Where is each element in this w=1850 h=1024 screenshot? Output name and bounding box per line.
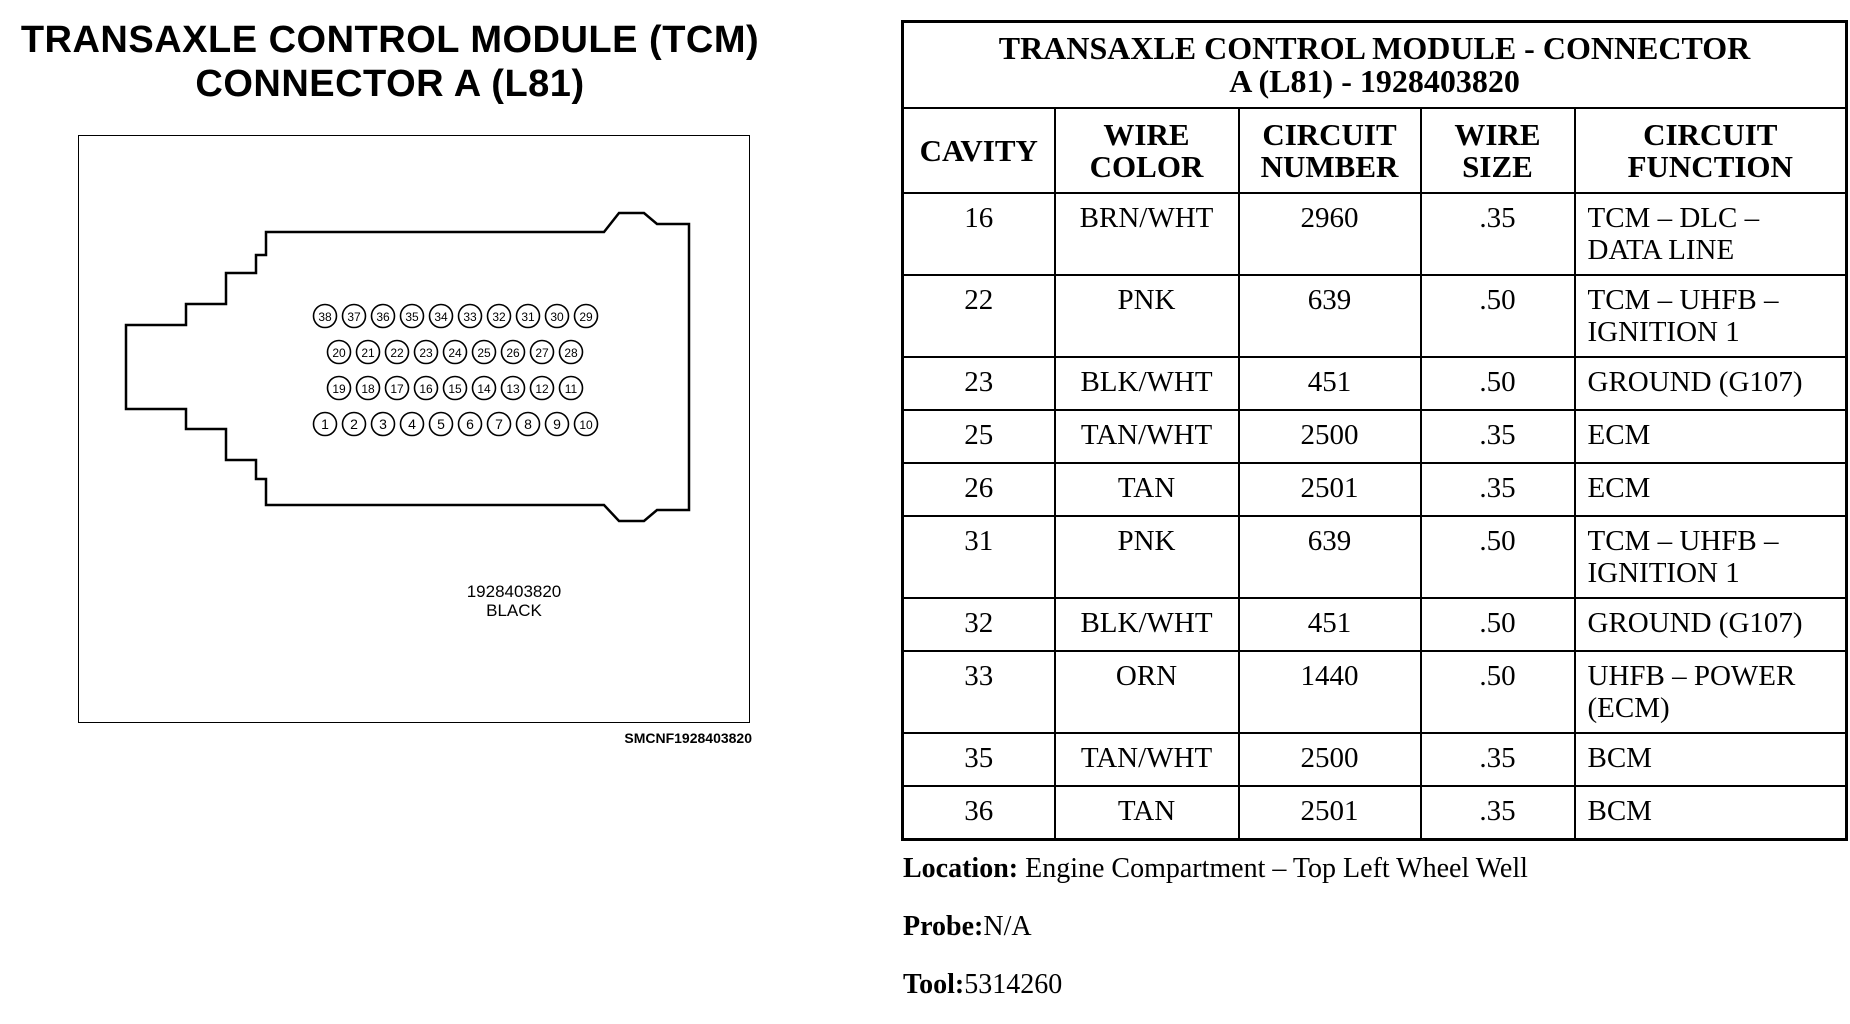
pin-number-10: 10	[579, 418, 593, 432]
header-cavity	[903, 108, 1055, 193]
header-circuit-number	[1239, 108, 1421, 193]
pin-number-22: 22	[390, 346, 404, 360]
table-row	[903, 410, 1847, 463]
header-cavity-label: CAVITY	[919, 132, 1038, 168]
cell-function-line1: TCM – UHFB –	[1587, 525, 1779, 557]
pin-number-18: 18	[361, 382, 375, 396]
cell-function-line1: TCM – UHFB –	[1587, 284, 1779, 316]
cell-circuit-number: 451	[1239, 357, 1421, 410]
tool-value: 5314260	[964, 969, 1063, 1000]
cell-wire-color: BLK/WHT	[1055, 357, 1239, 410]
cell-circuit-number: 639	[1239, 516, 1421, 598]
table-row	[903, 651, 1847, 733]
cell-wire-color: TAN	[1055, 463, 1239, 516]
tool-label: Tool:	[903, 969, 965, 1000]
pin-number-30: 30	[550, 310, 564, 324]
cell-circuit-function	[1575, 275, 1847, 357]
connector-pins	[314, 305, 598, 436]
cell-function-line1: ECM	[1587, 472, 1651, 504]
cell-cavity: 36	[903, 786, 1055, 840]
connector-table	[901, 20, 1848, 841]
cell-wire-color: TAN/WHT	[1055, 410, 1239, 463]
pin-number-25: 25	[477, 346, 491, 360]
table-caption	[903, 22, 1847, 109]
cell-wire-color: BLK/WHT	[1055, 598, 1239, 651]
pin-number-29: 29	[579, 310, 593, 324]
cell-function-line2: IGNITION 1	[1587, 557, 1740, 589]
cell-function-line1: GROUND (G107)	[1587, 607, 1803, 639]
cell-wire-size: .35	[1421, 410, 1575, 463]
location-label: Location:	[903, 853, 1019, 884]
cell-cavity: 22	[903, 275, 1055, 357]
location-value: Engine Compartment – Top Left Wheel Well	[1018, 853, 1528, 884]
cell-wire-color: BRN/WHT	[1055, 193, 1239, 275]
cell-circuit-number: 639	[1239, 275, 1421, 357]
pin-number-33: 33	[463, 310, 477, 324]
cell-wire-color: TAN	[1055, 786, 1239, 840]
cell-wire-color: PNK	[1055, 275, 1239, 357]
table-row	[903, 275, 1847, 357]
cell-circuit-function	[1575, 463, 1847, 516]
cell-circuit-function	[1575, 410, 1847, 463]
cell-wire-size: .50	[1421, 357, 1575, 410]
cell-function-line1: BCM	[1587, 742, 1652, 774]
cell-circuit-function	[1575, 786, 1847, 840]
pin-number-27: 27	[535, 346, 549, 360]
pin-number-5: 5	[437, 416, 445, 432]
diagram-title-line1: TRANSAXLE CONTROL MODULE (TCM)	[20, 19, 760, 61]
connector-diagram-frame	[78, 135, 750, 723]
header-circuit-number-l1: CIRCUIT	[1262, 116, 1397, 152]
table-caption-line2: A (L81) - 1928403820	[1229, 63, 1520, 99]
pin-number-14: 14	[477, 382, 491, 396]
cell-wire-color: TAN/WHT	[1055, 733, 1239, 786]
pin-number-21: 21	[361, 346, 375, 360]
cell-cavity: 25	[903, 410, 1055, 463]
cell-circuit-number: 2500	[1239, 410, 1421, 463]
cell-circuit-function	[1575, 516, 1847, 598]
cell-cavity: 33	[903, 651, 1055, 733]
table-row	[903, 193, 1847, 275]
connector-diagram	[79, 136, 751, 724]
pin-number-7: 7	[495, 416, 503, 432]
cell-circuit-number: 2501	[1239, 463, 1421, 516]
cell-wire-size: .35	[1421, 463, 1575, 516]
cell-circuit-function	[1575, 733, 1847, 786]
location-line	[903, 853, 1528, 885]
cell-circuit-function	[1575, 598, 1847, 651]
cell-wire-size: .50	[1421, 598, 1575, 651]
figure-id: SMCNF1928403820	[624, 730, 752, 746]
cell-circuit-number: 2501	[1239, 786, 1421, 840]
pin-number-36: 36	[376, 310, 390, 324]
header-circuit-function-l1: CIRCUIT	[1643, 116, 1778, 152]
table-row	[903, 786, 1847, 840]
pin-number-34: 34	[434, 310, 448, 324]
pin-number-24: 24	[448, 346, 462, 360]
pin-number-12: 12	[535, 382, 549, 396]
cell-wire-size: .50	[1421, 275, 1575, 357]
cell-circuit-number: 451	[1239, 598, 1421, 651]
cell-function-line2: DATA LINE	[1587, 234, 1735, 266]
pin-number-31: 31	[521, 310, 535, 324]
cell-function-line2: IGNITION 1	[1587, 316, 1740, 348]
header-wire-color	[1055, 108, 1239, 193]
cell-function-line1: UHFB – POWER	[1587, 660, 1796, 692]
cell-circuit-function	[1575, 651, 1847, 733]
pin-number-32: 32	[492, 310, 506, 324]
cell-cavity: 31	[903, 516, 1055, 598]
cell-function-line1: GROUND (G107)	[1587, 366, 1803, 398]
cell-circuit-function	[1575, 193, 1847, 275]
pin-number-19: 19	[332, 382, 346, 396]
pin-number-35: 35	[405, 310, 419, 324]
pin-number-6: 6	[466, 416, 474, 432]
pin-number-3: 3	[379, 416, 387, 432]
pin-number-23: 23	[419, 346, 433, 360]
pin-number-11: 11	[564, 382, 578, 396]
pin-number-4: 4	[408, 416, 416, 432]
connector-color: BLACK	[486, 601, 542, 620]
cell-wire-size: .50	[1421, 516, 1575, 598]
diagram-title-line2: CONNECTOR A (L81)	[195, 63, 585, 105]
pin-number-13: 13	[506, 382, 520, 396]
header-wire-color-l1: WIRE	[1103, 116, 1190, 152]
cell-wire-size: .35	[1421, 733, 1575, 786]
cell-wire-size: .50	[1421, 651, 1575, 733]
header-circuit-number-l2: NUMBER	[1260, 148, 1399, 184]
probe-label: Probe:	[903, 911, 984, 942]
cell-cavity: 16	[903, 193, 1055, 275]
part-label	[409, 582, 619, 620]
tool-line	[903, 969, 1062, 1001]
part-number: 1928403820	[466, 582, 562, 601]
pin-number-1: 1	[321, 416, 329, 432]
cell-cavity: 32	[903, 598, 1055, 651]
pin-number-2: 2	[350, 416, 358, 432]
cell-wire-color: PNK	[1055, 516, 1239, 598]
table-row	[903, 357, 1847, 410]
header-circuit-function	[1575, 108, 1847, 193]
pin-number-26: 26	[506, 346, 520, 360]
pin-number-20: 20	[332, 346, 346, 360]
header-wire-size-l2: SIZE	[1462, 148, 1533, 184]
pin-number-15: 15	[448, 382, 462, 396]
cell-wire-size: .35	[1421, 193, 1575, 275]
cell-cavity: 23	[903, 357, 1055, 410]
table-row	[903, 516, 1847, 598]
table-caption-line1: TRANSAXLE CONTROL MODULE - CONNECTOR	[998, 30, 1751, 66]
cell-cavity: 26	[903, 463, 1055, 516]
cell-wire-color: ORN	[1055, 651, 1239, 733]
cell-function-line1: ECM	[1587, 419, 1651, 451]
table-row	[903, 598, 1847, 651]
probe-line	[903, 911, 1032, 943]
cell-cavity: 35	[903, 733, 1055, 786]
pin-number-28: 28	[564, 346, 578, 360]
cell-circuit-number: 2500	[1239, 733, 1421, 786]
cell-function-line1: TCM – DLC –	[1587, 202, 1760, 234]
table-row	[903, 733, 1847, 786]
pin-number-38: 38	[318, 310, 332, 324]
pin-number-16: 16	[419, 382, 433, 396]
pin-number-17: 17	[390, 382, 404, 396]
table-row	[903, 463, 1847, 516]
pin-number-9: 9	[553, 416, 561, 432]
header-wire-color-l2: COLOR	[1089, 148, 1204, 184]
cell-circuit-number: 2960	[1239, 193, 1421, 275]
probe-value: N/A	[983, 911, 1032, 942]
header-wire-size-l1: WIRE	[1454, 116, 1541, 152]
header-wire-size	[1421, 108, 1575, 193]
cell-circuit-number: 1440	[1239, 651, 1421, 733]
header-circuit-function-l2: FUNCTION	[1627, 148, 1793, 184]
cell-wire-size: .35	[1421, 786, 1575, 840]
cell-function-line1: BCM	[1587, 795, 1652, 827]
cell-function-line2: (ECM)	[1587, 692, 1670, 724]
diagram-title	[0, 18, 780, 106]
pin-number-37: 37	[347, 310, 361, 324]
cell-circuit-function	[1575, 357, 1847, 410]
connector-housing	[126, 213, 689, 521]
pin-number-8: 8	[524, 416, 532, 432]
